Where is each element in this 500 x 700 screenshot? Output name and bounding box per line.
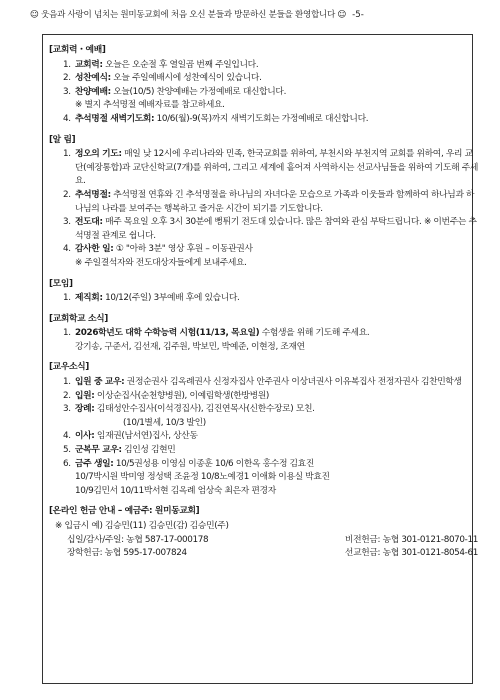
item-number: 5. bbox=[63, 445, 71, 456]
account-left: 십일/감사/주일: 농협 587-17-000178 bbox=[67, 534, 209, 545]
item-number: 1. bbox=[63, 59, 71, 70]
item-label: 전도대: bbox=[75, 217, 103, 228]
list-item bbox=[49, 216, 480, 243]
item-label: 이사: bbox=[75, 431, 95, 442]
item-text: 10/6(월)-9(목)까지 새벽기도회는 가정예배로 대신합니다. bbox=[154, 113, 369, 124]
item-number: 2. bbox=[63, 189, 71, 200]
item-number: 1. bbox=[63, 328, 71, 339]
account-row bbox=[49, 534, 480, 548]
item-label: 정오의 기도: bbox=[75, 149, 122, 160]
section-title: [온라인 헌금 안내 – 예금주: 원미동교회] bbox=[49, 506, 200, 517]
item-number: 3. bbox=[63, 404, 71, 415]
account-left: 장학헌금: 농협 595-17-007824 bbox=[67, 548, 187, 559]
item-text: 오늘은 오순절 후 열일곱 번째 주일입니다. bbox=[102, 59, 259, 70]
item-label: 찬양예배: bbox=[75, 86, 111, 97]
item-text: 10/5권성용 이영심 이종훈 10/6 이한옥 홍수정 김효진 bbox=[113, 458, 314, 469]
section-school bbox=[49, 313, 480, 355]
item-number: 1. bbox=[63, 149, 71, 160]
list-item bbox=[49, 72, 480, 86]
item-text: 권정순권사 김옥례권사 신정자집사 안주권사 이상녀권사 이유복집사 전정자권사 김찬민학생 bbox=[124, 377, 462, 388]
item-text: 매일 낮 12시에 우리나라와 민족, 한국교회를 위하여, 부천시와 부천지역 교회를 위하여, 우리 교단(예장통합)과 교단신학교(7개)를 위하여, 그리고 세계에 흩어져 사역하시는 선교사님들을 위하여 기도해 주세요. bbox=[75, 149, 478, 187]
item-label: 입원 중 교우: bbox=[75, 377, 125, 388]
bulletin-content bbox=[49, 44, 480, 568]
section-title: [교회력・예배] bbox=[49, 45, 106, 55]
page-header bbox=[30, 8, 470, 20]
list-item bbox=[49, 430, 480, 444]
item-number: 4. bbox=[63, 244, 71, 255]
welcome-message: ☺ 웃음과 사랑이 넘치는 원미동교회에 처음 오신 분들과 방문하신 분들을 환영합니다 ☺ bbox=[30, 10, 347, 20]
page-number: -5- bbox=[352, 10, 364, 20]
list-item bbox=[49, 444, 480, 458]
birthday-line: 10/9김민서 10/11박서현 김옥례 엄상숙 최은자 편경자 bbox=[75, 485, 276, 496]
item-text: 이상순집사(순천향병원), 이예림학생(한방병원) bbox=[94, 390, 269, 401]
section-title: [교회학교 소식] bbox=[49, 313, 108, 324]
list-item bbox=[49, 327, 480, 341]
list-item bbox=[49, 390, 480, 404]
list-item bbox=[49, 113, 480, 127]
item-note: ※ 별지 추석명절 예배자료를 참고하세요. bbox=[75, 100, 225, 111]
list-item bbox=[49, 292, 480, 306]
item-number: 1. bbox=[63, 377, 71, 388]
item-label: 감사한 일: bbox=[75, 244, 114, 255]
section-notice bbox=[49, 134, 480, 271]
item-label: 추석명절: bbox=[75, 189, 111, 200]
item-number: 6. bbox=[63, 458, 71, 469]
item-label: 추석명절 새벽기도회: bbox=[75, 113, 155, 124]
item-text: ① "아하 3분" 영상 후원 – 이동관권사 bbox=[113, 244, 253, 255]
item-number: 1. bbox=[63, 293, 71, 304]
item-text: 오늘 주일예배시에 성찬예식이 있습니다. bbox=[110, 73, 262, 84]
list-item bbox=[49, 458, 480, 472]
section-meeting bbox=[49, 278, 480, 306]
item-text: 수험생을 위해 기도해 주세요. bbox=[259, 328, 370, 339]
item-label: 교회력: bbox=[75, 59, 103, 70]
list-item bbox=[49, 189, 480, 216]
section-title: [모임] bbox=[49, 278, 73, 289]
student-names: 강기송, 구준서, 김선재, 김주원, 박보민, 박예준, 이현정, 조재연 bbox=[75, 341, 305, 352]
item-text: 김인성 김현민 bbox=[121, 445, 176, 456]
item-number: 2. bbox=[63, 73, 71, 84]
item-text: 오늘(10/5) 찬양예배는 가정예배로 대신합니다. bbox=[110, 86, 287, 97]
list-item bbox=[49, 148, 480, 189]
item-label: 군복무 교우: bbox=[75, 445, 122, 456]
birthday-line: 10/7박시원 박미영 정성택 조윤정 10/8노예경1 이애화 이용실 박효진 bbox=[75, 472, 330, 483]
item-text: 김태성안수집사(이석경집사), 김진연목사(신한수장로) 모친. bbox=[94, 404, 315, 415]
section-calendar bbox=[49, 44, 480, 127]
item-label: 성찬예식: bbox=[75, 73, 111, 84]
funeral-dates: (10/1별세, 10/3 발인) bbox=[123, 417, 206, 428]
section-members bbox=[49, 361, 480, 498]
list-item bbox=[49, 243, 480, 257]
item-number: 4. bbox=[63, 431, 71, 442]
item-label: 2026학년도 대학 수학능력 시험(11/13, 목요일) bbox=[75, 328, 260, 339]
item-text: 임재권(남서연)집사, 상산동 bbox=[94, 431, 198, 442]
list-item bbox=[49, 403, 480, 417]
section-title: [교우소식] bbox=[49, 362, 89, 373]
item-text: 매주 목요일 오후 3시 30분에 뻥튀기 전도대 있습니다. 많은 참여와 관심 부탁드립니다. ※ 이번주는 추석명절 관계로 쉽니다. bbox=[75, 217, 477, 241]
list-item bbox=[49, 376, 480, 390]
item-text: 추석명절 연휴와 긴 추석명절을 하나님의 자녀다운 모습으로 가족과 이웃들과 함께하여 하나님과 하나님의 나라를 보여주는 행복하고 즐거운 시간이 되기를 기도합니다. bbox=[75, 189, 475, 214]
item-label: 제직회: bbox=[75, 293, 103, 304]
section-title: [알 림] bbox=[49, 134, 76, 145]
offering-note: ※ 입금시 예) 김승민(11) 김승민(감) 김승민(주) bbox=[55, 521, 229, 531]
item-number: 3. bbox=[63, 217, 71, 228]
item-text: 10/12(주일) 3부예배 후에 있습니다. bbox=[102, 293, 240, 304]
account-right: 비전헌금: 농협 301-0121-8070-11 bbox=[344, 534, 478, 545]
item-label: 금주 생일: bbox=[75, 458, 114, 469]
account-row bbox=[49, 547, 480, 561]
item-label: 입원: bbox=[75, 390, 95, 401]
list-item bbox=[49, 59, 480, 73]
list-item bbox=[49, 86, 480, 100]
item-label: 장례: bbox=[75, 404, 95, 415]
account-right: 선교헌금: 농협 301-0121-8054-61 bbox=[344, 548, 478, 559]
item-number: 3. bbox=[63, 86, 71, 97]
item-number: 2. bbox=[63, 390, 71, 401]
item-number: 4. bbox=[63, 113, 71, 124]
section-offering bbox=[49, 505, 480, 560]
item-note: ※ 주일결석자와 전도대상자들에게 보내주세요. bbox=[75, 257, 247, 268]
